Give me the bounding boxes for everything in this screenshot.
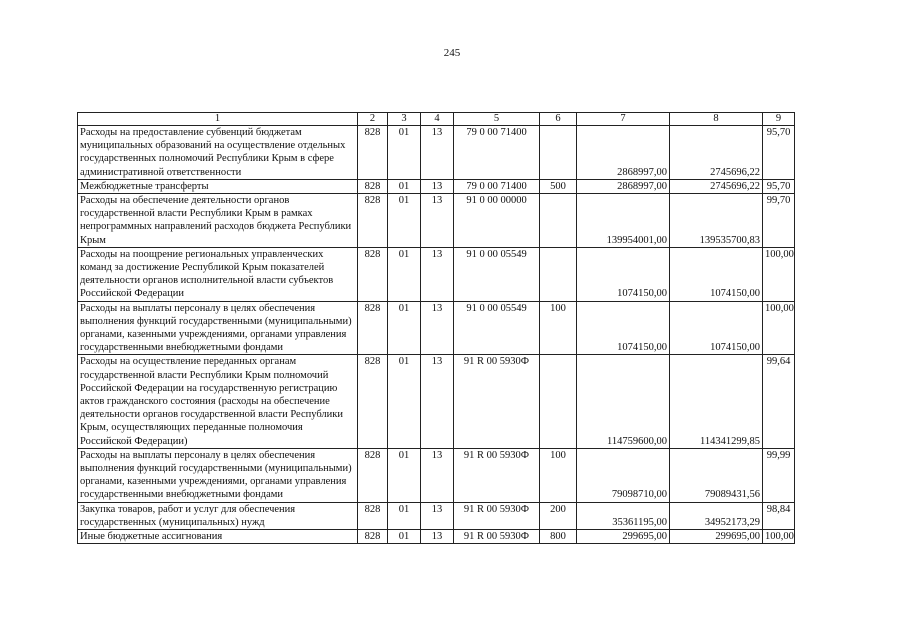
execution-percent-cell: 100,00 [763,530,795,544]
expense-type-cell: 100 [540,448,577,502]
planned-amount-cell: 1074150,00 [577,247,670,301]
section-code-cell: 01 [388,194,421,248]
section-code-cell: 01 [388,502,421,529]
row-name-cell: Расходы на обеспечение деятельности органов государственной власти Республики Крым в рамках непрограммных направлений расходов бюджета Республики Крым [78,194,358,248]
actual-amount-cell: 34952173,29 [670,502,763,529]
expense-type-cell [540,355,577,448]
expense-type-cell [540,194,577,248]
subsection-code-cell: 13 [421,355,454,448]
target-article-cell: 91 0 00 05549 [454,247,540,301]
grbs-code-cell: 828 [358,355,388,448]
actual-amount-cell: 2745696,22 [670,126,763,180]
header-cell: 9 [763,113,795,126]
expense-type-cell [540,126,577,180]
subsection-code-cell: 13 [421,301,454,355]
section-code-cell: 01 [388,126,421,180]
target-article-cell: 91 0 00 05549 [454,301,540,355]
grbs-code-cell: 828 [358,502,388,529]
row-name-cell: Расходы на выплаты персоналу в целях обеспечения выполнения функций государственными (муниципальными) органами, казенными учреждениями, органами управления государственными внебюджетными фондами [78,301,358,355]
header-cell: 8 [670,113,763,126]
expense-type-cell: 800 [540,530,577,544]
expense-type-cell [540,247,577,301]
subsection-code-cell: 13 [421,502,454,529]
row-name-cell: Расходы на осуществление переданных органам государственной власти Республики Крым полномочий Российской Федерации на государственную регистрацию актов гражданского состояния (расходы на обеспечение деятельности органов государственной власти Республики Крым, осуществляющих переданные полномочия Российской Федерации) [78,355,358,448]
actual-amount-cell: 79089431,56 [670,448,763,502]
execution-percent-cell: 95,70 [763,179,795,193]
grbs-code-cell: 828 [358,179,388,193]
subsection-code-cell: 13 [421,530,454,544]
section-code-cell: 01 [388,301,421,355]
page-number: 245 [443,47,461,59]
planned-amount-cell: 2868997,00 [577,126,670,180]
row-name-cell: Закупка товаров, работ и услуг для обеспечения государственных (муниципальных) нужд [78,502,358,529]
table-row [78,530,795,544]
table-row [78,194,795,248]
table-row [78,301,795,355]
planned-amount-cell: 79098710,00 [577,448,670,502]
execution-percent-cell: 95,70 [763,126,795,180]
target-article-cell: 79 0 00 71400 [454,126,540,180]
target-article-cell: 91 R 00 5930Ф [454,502,540,529]
planned-amount-cell: 114759600,00 [577,355,670,448]
actual-amount-cell: 114341299,85 [670,355,763,448]
subsection-code-cell: 13 [421,247,454,301]
table-row [78,126,795,180]
planned-amount-cell: 139954001,00 [577,194,670,248]
grbs-code-cell: 828 [358,194,388,248]
row-name-cell: Расходы на поощрение региональных управленческих команд за достижение Республикой Крым показателей деятельности органов исполнительной власти субъектов Российской Федерации [78,247,358,301]
section-code-cell: 01 [388,179,421,193]
table-row [78,448,795,502]
section-code-cell: 01 [388,247,421,301]
grbs-code-cell: 828 [358,247,388,301]
expense-type-cell: 100 [540,301,577,355]
table-header-row [78,113,795,126]
subsection-code-cell: 13 [421,179,454,193]
row-name-cell: Межбюджетные трансферты [78,179,358,193]
actual-amount-cell: 2745696,22 [670,179,763,193]
grbs-code-cell: 828 [358,126,388,180]
subsection-code-cell: 13 [421,126,454,180]
target-article-cell: 91 R 00 5930Ф [454,530,540,544]
header-cell: 3 [388,113,421,126]
planned-amount-cell: 2868997,00 [577,179,670,193]
planned-amount-cell: 299695,00 [577,530,670,544]
header-cell: 6 [540,113,577,126]
row-name-cell: Расходы на предоставление субвенций бюджетам муниципальных образований на осуществление отдельных государственных полномочий Республики Крым в сфере административной ответственности [78,126,358,180]
target-article-cell: 91 R 00 5930Ф [454,448,540,502]
expense-type-cell: 500 [540,179,577,193]
subsection-code-cell: 13 [421,194,454,248]
grbs-code-cell: 828 [358,301,388,355]
grbs-code-cell: 828 [358,448,388,502]
planned-amount-cell: 35361195,00 [577,502,670,529]
section-code-cell: 01 [388,355,421,448]
execution-percent-cell: 99,64 [763,355,795,448]
table-row [78,502,795,529]
table-row [78,247,795,301]
actual-amount-cell: 1074150,00 [670,301,763,355]
execution-percent-cell: 100,00 [763,301,795,355]
grbs-code-cell: 828 [358,530,388,544]
actual-amount-cell: 1074150,00 [670,247,763,301]
header-cell: 5 [454,113,540,126]
actual-amount-cell: 139535700,83 [670,194,763,248]
target-article-cell: 91 0 00 00000 [454,194,540,248]
execution-percent-cell: 99,70 [763,194,795,248]
header-cell: 4 [421,113,454,126]
section-code-cell: 01 [388,530,421,544]
planned-amount-cell: 1074150,00 [577,301,670,355]
expense-type-cell: 200 [540,502,577,529]
table-row [78,179,795,193]
row-name-cell: Расходы на выплаты персоналу в целях обеспечения выполнения функций государственными (муниципальными) органами, казенными учреждениями, органами управления государственными внебюджетными фондами [78,448,358,502]
section-code-cell: 01 [388,448,421,502]
header-cell: 1 [78,113,358,126]
actual-amount-cell: 299695,00 [670,530,763,544]
execution-percent-cell: 98,84 [763,502,795,529]
target-article-cell: 91 R 00 5930Ф [454,355,540,448]
header-cell: 2 [358,113,388,126]
budget-table [77,112,795,544]
execution-percent-cell: 100,00 [763,247,795,301]
table-row [78,355,795,448]
execution-percent-cell: 99,99 [763,448,795,502]
target-article-cell: 79 0 00 71400 [454,179,540,193]
row-name-cell: Иные бюджетные ассигнования [78,530,358,544]
header-cell: 7 [577,113,670,126]
subsection-code-cell: 13 [421,448,454,502]
